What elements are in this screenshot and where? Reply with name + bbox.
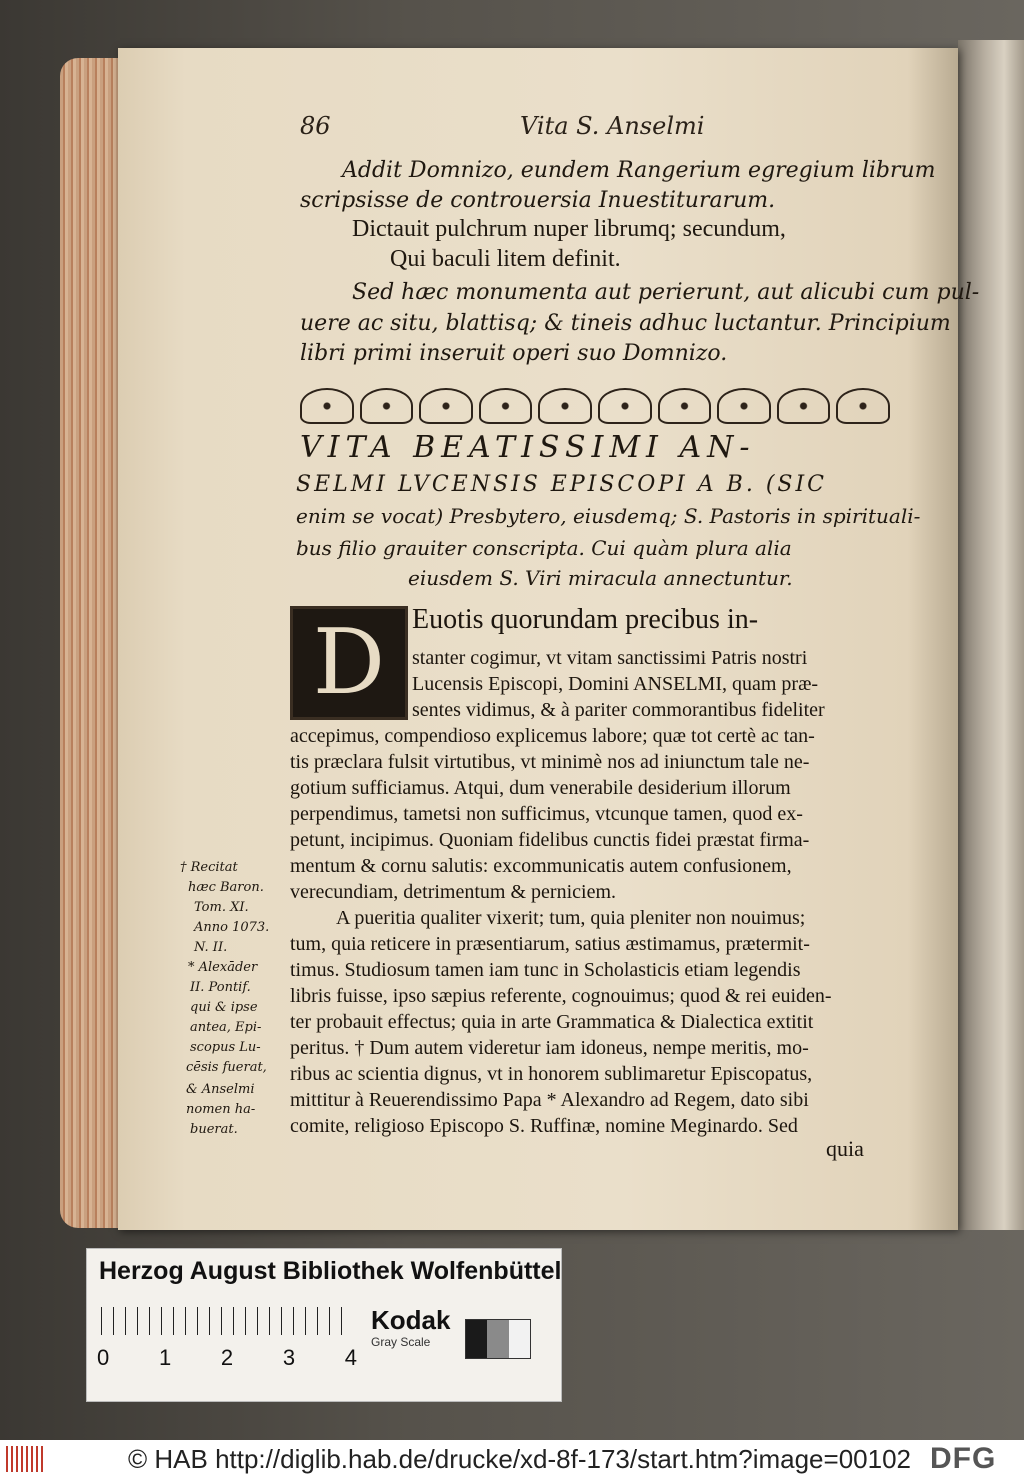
body-line: gotium sufficiamus. Atqui, dum venerabile desiderium illorum bbox=[290, 777, 791, 799]
margin-note-line: Tom. XI. bbox=[194, 900, 249, 915]
verse-line: Dictauit pulchrum nuper librumq; secundum, bbox=[352, 216, 786, 242]
body-line: verecundiam, detrimentum & perniciem. bbox=[290, 881, 616, 903]
gray-patch bbox=[466, 1320, 487, 1358]
margin-note-line: scopus Lu- bbox=[190, 1040, 261, 1055]
title-line: enim se vocat) Presbytero, eiusdemq; S. Pastoris in spirituali- bbox=[296, 504, 921, 528]
margin-note-line: † Recitat bbox=[180, 860, 238, 875]
measurement-ruler bbox=[101, 1307, 349, 1335]
kodak-brand: Kodak bbox=[371, 1305, 451, 1335]
footer-bar bbox=[0, 1440, 1024, 1477]
body-line: sentes vidimus, & à pariter commorantibus fideliter bbox=[412, 699, 825, 721]
library-name: Herzog August Bibliothek Wolfenbüttel bbox=[99, 1257, 562, 1285]
margin-note-line: * Alexāder bbox=[188, 960, 258, 975]
body-line: peritus. † Dum autem videretur iam idoneus, nempe meritis, mo- bbox=[290, 1037, 809, 1059]
decorated-initial: D bbox=[290, 606, 408, 720]
top-italic-line: scripsisse de controuersia Inuestiturarum. bbox=[300, 188, 776, 213]
margin-note-line: II. Pontif. bbox=[190, 980, 251, 995]
facing-page-strip bbox=[958, 40, 1024, 1230]
italic-paragraph-line: Sed hæc monumenta aut perierunt, aut alicubi cum pul- bbox=[352, 280, 980, 305]
gray-scale-label: Gray Scale bbox=[371, 1335, 431, 1349]
body-line: timus. Studiosum tamen iam tunc in Scholasticis etiam legendis bbox=[290, 959, 801, 981]
ruler-number: 2 bbox=[220, 1345, 234, 1370]
hab-logo-icon bbox=[6, 1446, 46, 1472]
body-line: tis præclara fulsit virtutibus, vt minimè nos ad iniunctum tale ne- bbox=[290, 751, 810, 773]
catchword: quia bbox=[826, 1136, 864, 1161]
margin-note-line: nomen ha- bbox=[186, 1102, 256, 1117]
body-line: Lucensis Episcopi, Domini ANSELMI, quam præ- bbox=[412, 673, 819, 695]
page-header bbox=[300, 112, 900, 146]
margin-note-line: Anno 1073. bbox=[194, 920, 270, 935]
body-line: stanter cogimur, vt vitam sanctissimi Patris nostri bbox=[412, 647, 808, 669]
title-line: bus filio grauiter conscripta. Cui quàm plura alia bbox=[296, 536, 792, 560]
ruler-number: 4 bbox=[344, 1345, 357, 1370]
margin-note-line: & Anselmi bbox=[186, 1082, 255, 1097]
gray-patch bbox=[509, 1320, 530, 1358]
margin-note-line: qui & ipse bbox=[190, 1000, 258, 1015]
library-color-card bbox=[86, 1248, 562, 1402]
ruler-number: 1 bbox=[158, 1345, 172, 1370]
italic-paragraph-line: libri primi inseruit operi suo Domnizo. bbox=[300, 341, 728, 366]
body-line: mittitur à Reuerendissimo Papa * Alexandro ad Regem, dato sibi bbox=[290, 1089, 809, 1111]
running-title: Vita S. Anselmi bbox=[520, 112, 705, 140]
margin-note-line: N. II. bbox=[194, 940, 228, 955]
margin-note-line: antea, Epi- bbox=[190, 1020, 262, 1035]
verse-line: Qui baculi litem definit. bbox=[390, 246, 621, 272]
italic-paragraph-line: uere ac situ, blattisq; & tineis adhuc luctantur. Principium bbox=[300, 311, 951, 336]
title-line: eiusdem S. Viri miracula annectuntur. bbox=[408, 566, 793, 590]
body-line: A pueritia qualiter vixerit; tum, quia pleniter non nouimus; bbox=[336, 907, 806, 929]
ruler-number: 0 bbox=[97, 1345, 110, 1370]
body-line: perpendimus, tametsi non sufficimus, vtcunque tamen, quod ex- bbox=[290, 803, 803, 825]
gray-scale-patches bbox=[465, 1319, 531, 1359]
body-line: Euotis quorundam precibus in- bbox=[412, 604, 759, 635]
ornamental-headpiece bbox=[300, 388, 890, 424]
body-line: accepimus, compendioso explicemus labore; quæ tot certè ac tan- bbox=[290, 725, 815, 747]
title-line: SELMI LVCENSIS EPISCOPI A B. (SIC bbox=[296, 472, 827, 497]
body-line: ter probauit effectus; quia in arte Grammatica & Dialectica extitit bbox=[290, 1011, 814, 1033]
margin-note-line: buerat. bbox=[190, 1122, 238, 1137]
ruler-number: 3 bbox=[282, 1345, 296, 1370]
ruler-numbers bbox=[97, 1345, 357, 1371]
body-line: comite, religioso Episcopo S. Ruffinæ, nomine Meginardo. Sed bbox=[290, 1115, 798, 1137]
page-number: 86 bbox=[300, 112, 331, 140]
body-line: ribus ac scientia dignus, vt in honorem sublimaretur Episcopatus, bbox=[290, 1063, 813, 1085]
copyright-link[interactable]: © HAB http://diglib.hab.de/drucke/xd-8f-173/start.htm?image=00102 bbox=[128, 1444, 911, 1474]
body-line: libris fuisse, ipso sæpius referente, cognouimus; quod & rei euiden- bbox=[290, 985, 832, 1007]
top-italic-line: Addit Domnizo, eundem Rangerium egregium librum bbox=[342, 158, 936, 183]
body-line: mentum & cornu salutis: excommunicatis autem confusionem, bbox=[290, 855, 792, 877]
body-line: petunt, incipimus. Quoniam fidelibus cunctis fidei præstat firma- bbox=[290, 829, 810, 851]
gray-patch bbox=[487, 1320, 508, 1358]
margin-note-line: hæc Baron. bbox=[188, 880, 264, 895]
margin-note-line: cēsis fuerat, bbox=[186, 1060, 267, 1075]
body-line: tum, quia reticere in præsentiarum, satius æstimamus, prætermit- bbox=[290, 933, 810, 955]
title-line: VITA BEATISSIMI AN- bbox=[300, 430, 756, 465]
dfg-logo: DFG bbox=[930, 1442, 997, 1475]
